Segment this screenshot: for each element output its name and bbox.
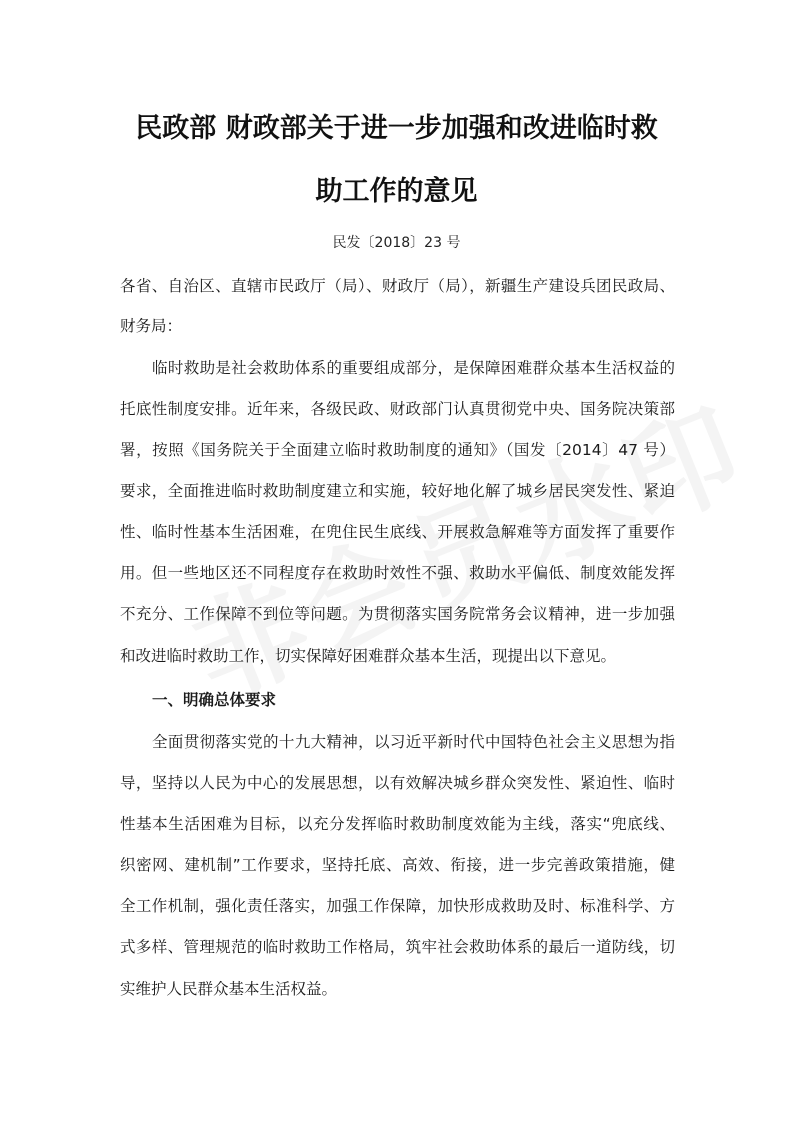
paragraph-line: 全工作机制，强化责任落实，加强工作保障，加快形成救助及时、标准科学、方 [120, 897, 675, 915]
paragraph-line: 和改进临时救助工作，切实保障好困难群众基本生活，现提出以下意见。 [120, 647, 617, 665]
paragraph-line: 要求，全面推进临时救助制度建立和实施，较好地化解了城乡居民突发性、紧迫 [120, 482, 675, 500]
document-title-line-2: 助工作的意见 [315, 176, 478, 207]
document-number: 民发〔2018〕23 号 [332, 235, 461, 251]
paragraph-line: 织密网、建机制”工作要求，坚持托底、高效、衔接，进一步完善政策措施，健 [120, 856, 675, 874]
paragraph-line: 临时救助是社会救助体系的重要组成部分，是保障困难群众基本生活权益的 [152, 359, 675, 377]
paragraph-line: 托底性制度安排。近年来，各级民政、财政部门认真贯彻党中央、国务院决策部 [120, 400, 675, 418]
paragraph-line: 全面贯彻落实党的十九大精神，以习近平新时代中国特色社会主义思想为指 [152, 733, 675, 751]
addressee-line: 财务局： [120, 317, 183, 335]
paragraph-line: 性、临时性基本生活困难，在兜住民生底线、开展救急解难等方面发挥了重要作 [120, 523, 675, 541]
paragraph-line: 导，坚持以人民为中心的发展思想，以有效解决城乡群众突发性、紧迫性、临时 [120, 774, 675, 792]
paragraph-line: 实维护人民群众基本生活权益。 [120, 980, 338, 998]
document-title-line-1: 民政部 财政部关于进一步加强和改进临时救 [135, 113, 658, 144]
paragraph-line: 性基本生活困难为目标，以充分发挥临时救助制度效能为主线，落实“兜底线、 [120, 815, 675, 833]
addressee-line: 各省、自治区、直辖市民政厅（局）、财政厅（局），新疆生产建设兵团民政局、 [120, 277, 675, 295]
paragraph-line: 用。但一些地区还不同程度存在救助时效性不强、救助水平偏低、制度效能发挥 [120, 564, 675, 582]
section-heading: 一、明确总体要求 [152, 691, 277, 709]
paragraph-line: 署，按照《国务院关于全面建立临时救助制度的通知》（国发〔2014〕47 号） [120, 441, 675, 459]
paragraph-line: 式多样、管理规范的临时救助工作格局，筑牢社会救助体系的最后一道防线，切 [120, 938, 675, 956]
paragraph-line: 不充分、工作保障不到位等问题。为贯彻落实国务院常务会议精神，进一步加强 [120, 605, 675, 623]
